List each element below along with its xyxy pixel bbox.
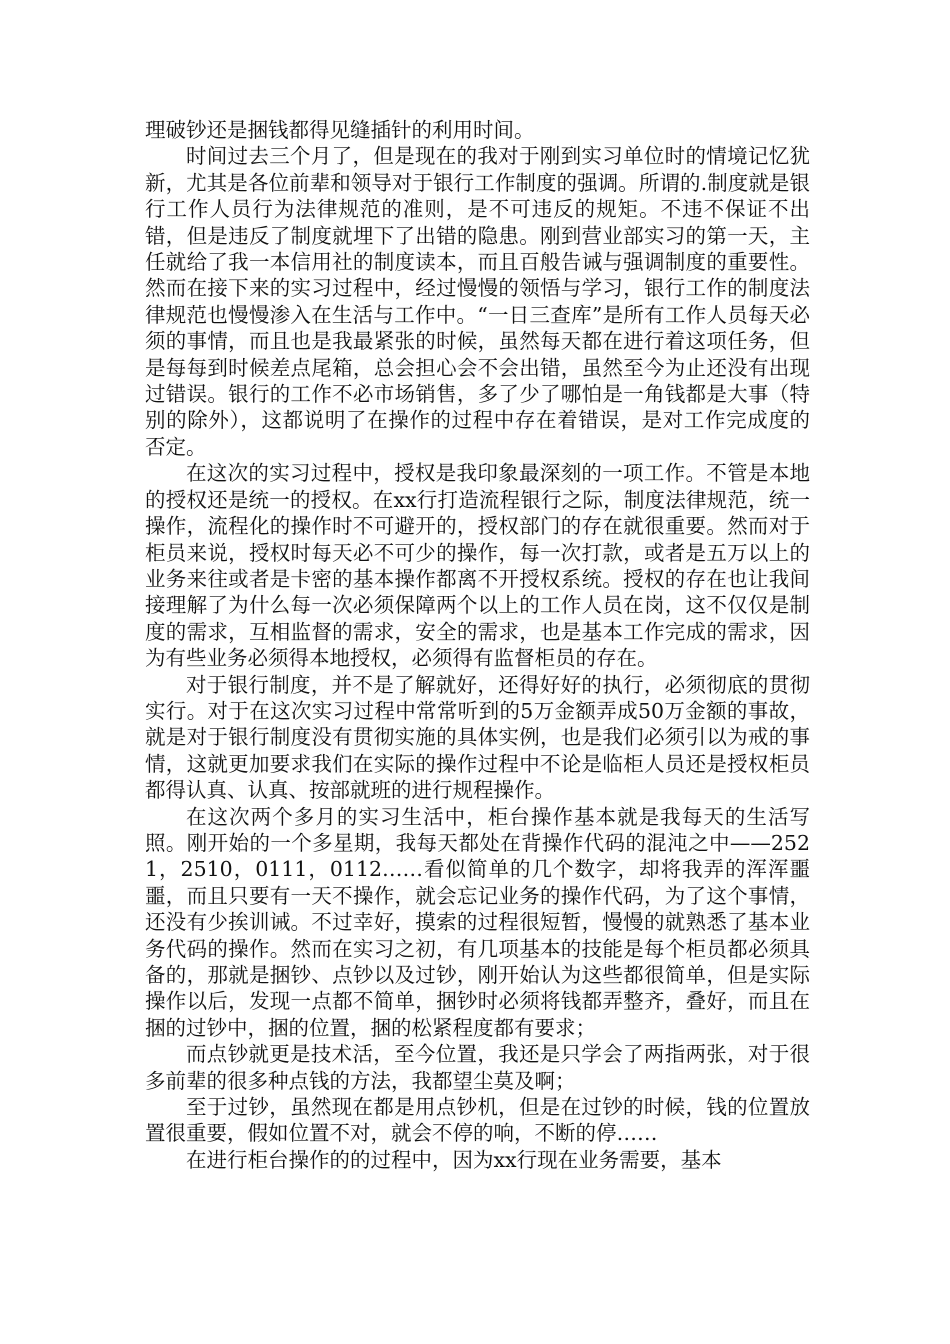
paragraph-5: 在这次两个多月的实习生活中，柜台操作基本就是我每天的生活写照。刚开始的一个多星期，我每天都处在背操作代码的混沌之中——2521，2510，0111，0112……看似简单的几个数字，却将我弄的浑浑噩噩，而且只要有一天不操作，就会忘记业务的操作代码，为了这个事情，还没有少挨训诫。不过幸好，摸索的过程很短暂，慢慢的就熟悉了基本业务代码的操作。然而在实习之初，有几项基本的技能是每个柜员都必须具备的，那就是捆钞、点钞以及过钞，刚开始认为这些都很简单，但是实际操作以后，发现一点都不简单，捆钞时必须将钱都弄整齐，叠好，而且在捆的过钞中，捆的位置，捆的松紧程度都有要求； [145, 804, 810, 1040]
paragraph-1: 理破钞还是捆钱都得见缝插针的利用时间。 [145, 118, 535, 142]
paragraph-2: 时间过去三个月了，但是现在的我对于刚到实习单位时的情境记忆犹新，尤其是各位前辈和领导对于银行工作制度的强调。所谓的.制度就是银行工作人员行为法律规范的准则，是不可违反的规矩。不违不保证不出错，但是违反了制度就埋下了出错的隐患。刚到营业部实习的第一天，主任就给了我一本信用社的制度读本，而且百般告诫与强调制度的重要性。然而在接下来的实习过程中，经过慢慢的领悟与学习，银行工作的制度法律规范也慢慢渗入在生活与工作中。“一日三查库”是所有工作人员每天必须的事情，而且也是我最紧张的时候，虽然每天都在进行着这项任务，但是每每到时候差点尾箱，总会担心会不会出错，虽然至今为止还没有出现过错误。银行的工作不必市场销售，多了少了哪怕是一角钱都是大事（特别的除外），这都说明了在操作的过程中存在着错误，是对工作完成度的否定。 [145, 144, 810, 459]
paragraph-7: 至于过钞，虽然现在都是用点钞机，但是在过钞的时候，钱的位置放置很重要，假如位置不对，就会不停的响，不断的停…… [145, 1095, 810, 1146]
paragraph-8: 在进行柜台操作的的过程中，因为xx行现在业务需要，基本 [186, 1147, 722, 1172]
document-body [145, 117, 810, 1173]
paragraph-6: 而点钞就更是技术活，至今位置，我还是只学会了两指两张，对于很多前辈的很多种点钱的方法，我都望尘莫及啊； [145, 1042, 810, 1093]
paragraph-3: 在这次的实习过程中，授权是我印象最深刻的一项工作。不管是本地的授权还是统一的授权。在xx行打造流程银行之际，制度法律规范，统一操作，流程化的操作时不可避开的，授权部门的存在就很重要。然而对于柜员来说，授权时每天必不可少的操作，每一次打款，或者是五万以上的业务来往或者是卡密的基本操作都离不开授权系统。授权的存在也让我间接理解了为什么每一次必须保障两个以上的工作人员在岗，这不仅仅是制度的需求，互相监督的需求，安全的需求，也是基本工作完成的需求，因为有些业务必须得本地授权，必须得有监督柜员的存在。 [145, 461, 810, 671]
paragraph-4: 对于银行制度，并不是了解就好，还得好好的执行，必须彻底的贯彻实行。对于在这次实习过程中常常听到的5万金额弄成50万金额的事故，就是对于银行制度没有贯彻实施的具体实例，也是我们必须引以为戒的事情，这就更加要求我们在实际的操作过程中不论是临柜人员还是授权柜员都得认真、认真、按部就班的进行规程操作。 [145, 672, 810, 803]
